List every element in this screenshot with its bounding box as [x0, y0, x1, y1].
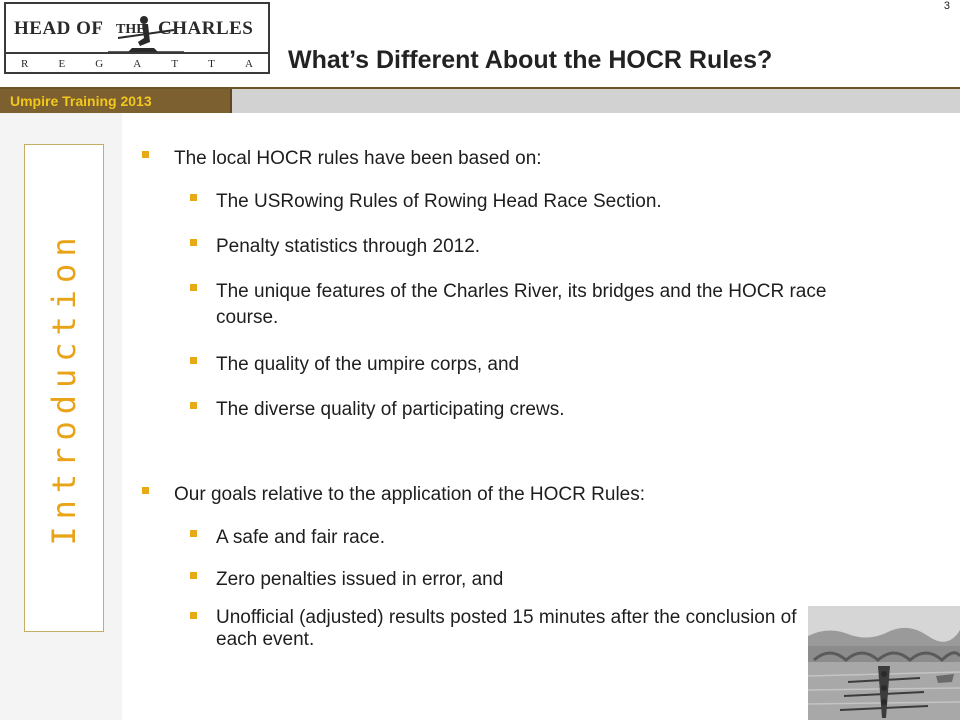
- header-tab-label: Umpire Training 2013: [10, 93, 152, 109]
- list-item: Penalty statistics through 2012.: [216, 236, 481, 257]
- square-bullet-icon: [190, 239, 197, 246]
- square-bullet-icon: [190, 194, 197, 201]
- list-item: Zero penalties issued in error, and: [216, 569, 504, 590]
- logo-regatta-letter: A: [133, 58, 142, 70]
- logo-regatta-letter: T: [171, 58, 179, 70]
- list-item: The quality of the umpire corps, and: [216, 354, 520, 375]
- list-item: The local HOCR rules have been based on:: [174, 148, 542, 169]
- list-item: The unique features of the Charles River, its bridges and the HOCR race course.: [216, 281, 827, 328]
- square-bullet-icon: [142, 487, 149, 494]
- logo-regatta-letter: R: [21, 58, 29, 70]
- square-bullet-icon: [190, 572, 197, 579]
- rowing-photo-image: [808, 606, 960, 720]
- logo-charles-text: CHARLES: [158, 18, 254, 39]
- list-item: A safe and fair race.: [216, 527, 385, 548]
- logo-regatta-letter: A: [244, 58, 253, 70]
- list-item: The diverse quality of participating crews.: [216, 399, 565, 420]
- logo-head-text: HEAD OF: [14, 18, 104, 39]
- slide-title: What’s Different About the HOCR Rules?: [288, 46, 773, 74]
- logo-regatta-letter: E: [58, 58, 66, 70]
- logo-the-text: THE: [116, 22, 146, 37]
- logo-regatta-letter: T: [208, 58, 215, 70]
- rowing-photo: [808, 606, 960, 720]
- list-item: The USRowing Rules of Rowing Head Race Section.: [216, 191, 662, 212]
- list-item: Our goals relative to the application of the HOCR Rules:: [174, 484, 646, 505]
- page-number: 3: [943, 0, 950, 12]
- square-bullet-icon: [190, 357, 197, 364]
- square-bullet-icon: [190, 284, 197, 291]
- list-item: Unofficial (adjusted) results posted 15 minutes after the conclusion of each event.: [216, 607, 797, 650]
- square-bullet-icon: [190, 530, 197, 537]
- square-bullet-icon: [190, 402, 197, 409]
- section-label: Introduction: [45, 230, 83, 546]
- square-bullet-icon: [142, 151, 149, 158]
- square-bullet-icon: [190, 612, 197, 619]
- logo-regatta-letter: G: [95, 58, 104, 70]
